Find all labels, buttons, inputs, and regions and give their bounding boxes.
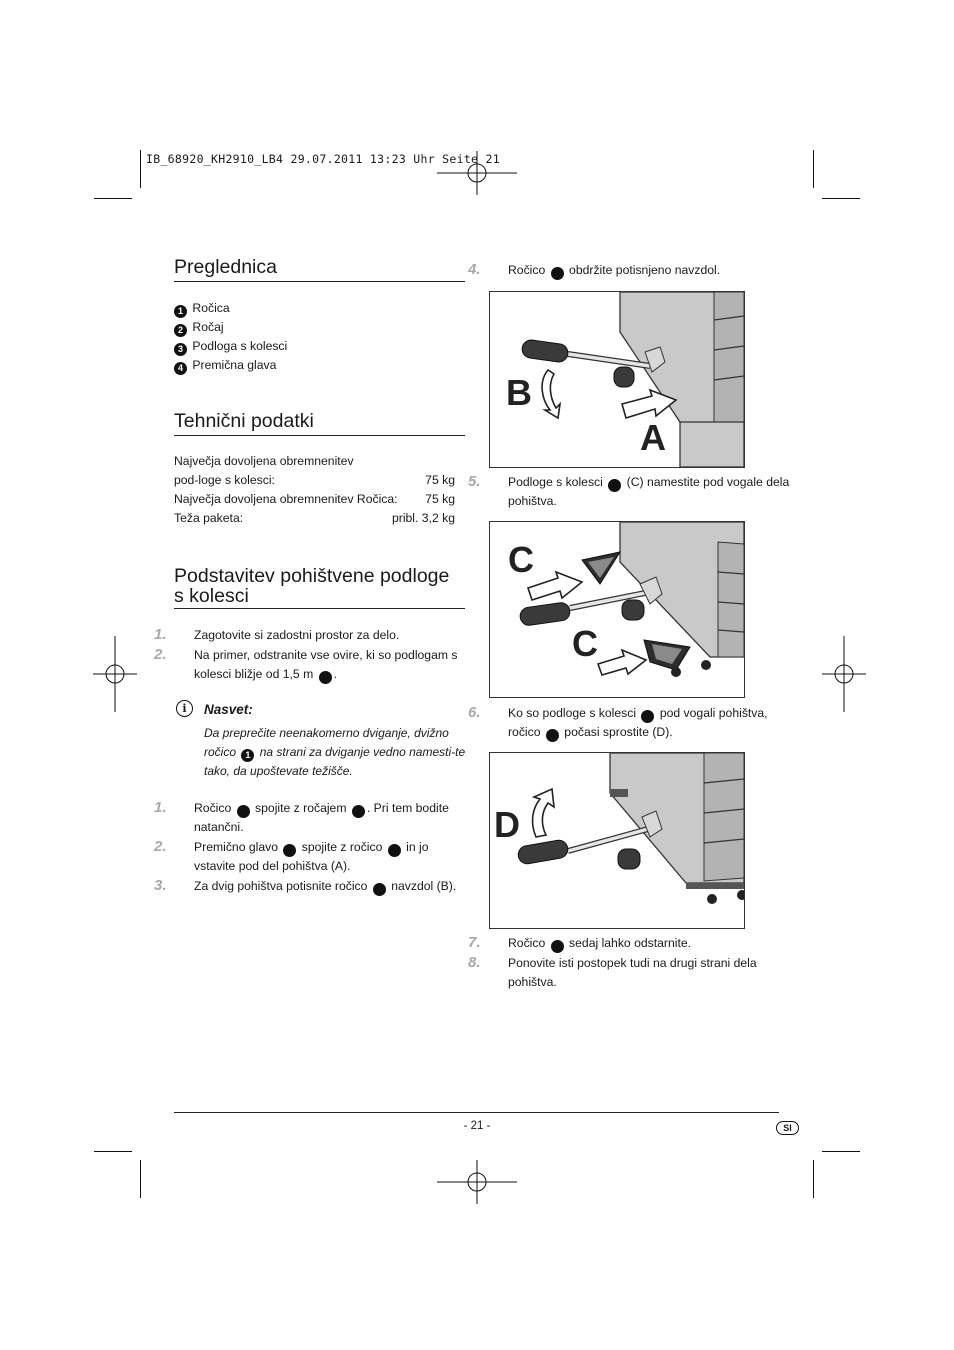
registration-mark-right [822,636,866,712]
arrow-up-icon [533,789,554,837]
specs-table [174,452,455,528]
final-steps [468,933,780,992]
label-c: C [508,539,534,580]
assembly-steps [154,798,466,896]
step-item: 5. Podloge s kolesci 3 (C) namestite pod vogale dela pohištva. [468,473,790,508]
title-rule [174,435,465,436]
step-item: 2. Premično glavo 4 spojite z ročico 1 in jo vstavite pod del pohištva (A). [154,838,429,873]
list-item: 2 Ročaj [174,318,464,337]
prep-steps [154,625,466,684]
list-item: 4 Premična glava [174,356,464,375]
footer-rule [174,1112,779,1113]
furniture-cabinet [610,753,745,904]
hint-text: Da preprečite neenakomerno dviganje, dvižno ročico 1 na strani za dviganje vedno namesti-te tako, da upoštevate težišče. [204,726,466,778]
parts-list [174,299,464,375]
number-badge: 3 [174,343,187,356]
registration-mark-bottom [437,1160,517,1204]
section-title-placement: Podstavitev pohištvene podloge s kolesci [174,565,450,607]
furniture-cabinet [620,522,744,657]
number-badge: 2 [174,324,187,337]
dolly-top [582,552,620,584]
spec-label: Največja dovoljena obremnenitev [174,454,354,468]
figure-place-dollies [489,521,745,698]
step-item: 7. Ročico 1 sedaj lahko odstarnite. [468,934,691,951]
page-number: - 21 - [463,1120,491,1132]
arrow-down-icon [542,370,560,418]
step-item: 8. Ponovite isti postopek tudi na drugi strani dela pohištva. [468,954,757,989]
figure-lift [489,291,745,468]
title-rule [174,281,465,282]
number-badge: 3 [319,671,332,684]
number-badge: 1 [174,305,187,318]
section-title-specs: Tehnični podatki [174,410,314,432]
arrow-right-icon [528,572,582,600]
step-item: 1. Ročico 1 spojite z ročajem 2 . Pri tem bodite natančni. [154,799,449,834]
list-item: 3 Podloga s kolesci [174,337,464,356]
label-a: A [640,417,666,458]
step-item: 3. Za dvig pohištva potisnite ročico 1 navzdol (B). [154,877,457,894]
language-badge: SI [776,1121,799,1135]
step-item: 6. Ko so podloge s kolesci 3 pod vogali pohištva, ročico 1 počasi sprostite (D). [468,704,768,740]
step-item: 2. Na primer, odstranite vse ovire, ki so podlogam s kolesci bližje od 1,5 m 3 . [154,646,458,682]
registration-mark-left [93,636,137,712]
info-icon: i [176,700,193,717]
label-d: D [494,804,520,845]
step-item: 4. Ročico 1 obdržite potisnjeno navzdol. [468,261,721,278]
spec-row: Teža paketa: pribl. 3,2 kg [174,511,455,525]
label-c: C [572,623,598,664]
title-rule [174,608,465,609]
section-title-overview: Preglednica [174,256,277,278]
label-b: B [506,372,532,413]
number-badge: 1 [241,749,254,762]
furniture-cabinet [620,292,744,467]
arrow-right-icon [598,650,646,675]
list-item: 1 Ročica [174,299,464,318]
number-badge: 4 [174,362,187,375]
print-header: IB_68920_KH2910_LB4 29.07.2011 13:23 Uhr Seite 21 [146,152,500,166]
figure-release [489,752,745,929]
step-item: 1. Zagotovite si zadostni prostor za delo. [154,626,400,643]
hint-title: Nasvet: [204,702,253,717]
spec-row: pod-loge s kolesci: 75 kg [174,473,455,487]
spec-row: Največja dovoljena obremnenitev Ročica: 75 kg [174,492,455,506]
